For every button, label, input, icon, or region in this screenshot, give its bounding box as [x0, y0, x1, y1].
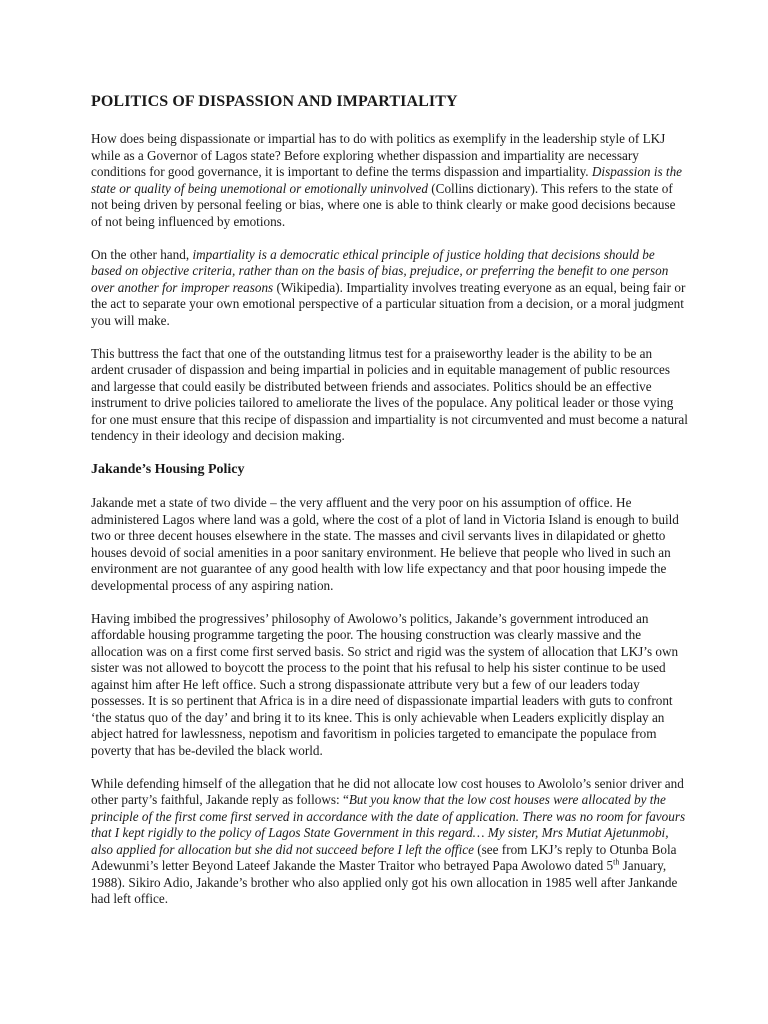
paragraph-two-divide: Jakande met a state of two divide – the very affluent and the very poor on his assumption of office. He administered Lagos where land was a gold, where the cost of a plot of land in Victoria Island is enough to build two or three decent houses elsewhere in the state. The masses and civil servants lives in dilapidated or ghetto houses devoid of social amenities in a poor sanitary environment. He believe that people who lived in such an environment are not guarantee of any good health with low life expectancy and that poor housing impede the developmental process of any aspiring nation.	[91, 495, 679, 593]
paragraph-impartiality	[91, 247, 688, 330]
text-run: (Collins dictionary). This refers to the state of not being driven by personal feeling or bias, where one is able to think clearly or make good decisions because of not being influenced by emotions.	[91, 180, 676, 229]
page-title: POLITICS OF DISPASSION AND IMPARTIALITY	[91, 93, 458, 110]
paragraph-litmus-test: This buttress the fact that one of the outstanding litmus test for a praiseworthy leader is the ability to be an ardent crusader of dispassion and being impartial in policies and in equitable management of public resources and largesse that could easily be distributed between friends and associates. Politics should be an effective instrument to drive policies tailored to ameliorate the lives of the populace. Any political leader or those vying for one must ensure that this recipe of dispassion and impartiality is not circumvented and must become a natural tendency in their ideology and decision making.	[91, 345, 688, 443]
italic-definition-impartiality: impartiality is a democratic ethical principle of justice holding that decisions should be based on objective criteria, rather than on the basis of bias, prejudice, or preferring the benefit to one person over another for improper reasons	[91, 246, 669, 295]
text-run: (Wikipedia). Impartiality involves treating everyone as an equal, being fair or the act to separate your own emotional perspective of a particular situation from a decision, or a moral judgment you will make.	[91, 279, 686, 328]
ordinal-superscript: th	[613, 857, 620, 867]
paragraph-intro	[91, 131, 688, 230]
text-run: January, 1988). Sikiro Adio, Jakande’s brother who also applied only got his own allocation in 1985 well after Jankande had left office.	[91, 858, 678, 906]
italic-quote: But you know that the low cost houses were allocated by the principle of the first come first served in accordance with the date of application. There was no room for favours that I kept rigidly to the policy of Lagos State Government in this regard… My sister, Mrs Mutiat Ajetunmobi, also applied for allocation but she did not succeed before I left the office	[91, 792, 686, 857]
section-heading: Jakande’s Housing Policy	[91, 462, 245, 477]
text-run: How does being dispassionate or impartial has to do with politics as exemplify in the leadership style of LKJ while as a Governor of Lagos state? Before exploring whether dispassion and impartiality are necessary conditions for good governance, it is important to define the terms dispassion and impartiality.	[91, 131, 666, 179]
paragraph-housing-programme: Having imbibed the progressives’ philosophy of Awolowo’s politics, Jakande’s government introduced an affordable housing programme targeting the poor. The housing construction was clearly massive and the allocation was on a first come first served basis. So strict and rigid was the system of allocation that LKJ’s own sister was not allowed to boycott the process to the point that his refusal to help his sister continue to be used against him after He left office. Such a strong dispassionate attribute very but a few of our leaders today possesses. It is so pertinent that Africa is in a dire need of dispassionate impartial leaders with guts to confront ‘the status quo of the day’ and bring it to its knee. This is only achievable when Leaders explicitly display an abject hatred for lawlessness, nepotism and favoritism in policies targeted to emancipate the populace from poverty that has be-deviled the black world.	[91, 610, 679, 758]
paragraph-defence	[91, 776, 688, 908]
text-run: (see from LKJ’s reply to Otunba Bola Adewunmi’s letter Beyond Lateef Jakande the Master Traitor who betrayed Papa Awolowo dated 5	[91, 841, 677, 873]
text-run: On the other hand,	[91, 246, 193, 262]
text-run: While defending himself of the allegation that he did not allocate low cost houses to Awololo’s senior driver and other party’s faithful, Jakande reply as follows: “	[91, 775, 684, 807]
italic-definition-dispassion: Dispassion is the state or quality of being unemotional or emotionally uninvolved	[91, 164, 683, 196]
